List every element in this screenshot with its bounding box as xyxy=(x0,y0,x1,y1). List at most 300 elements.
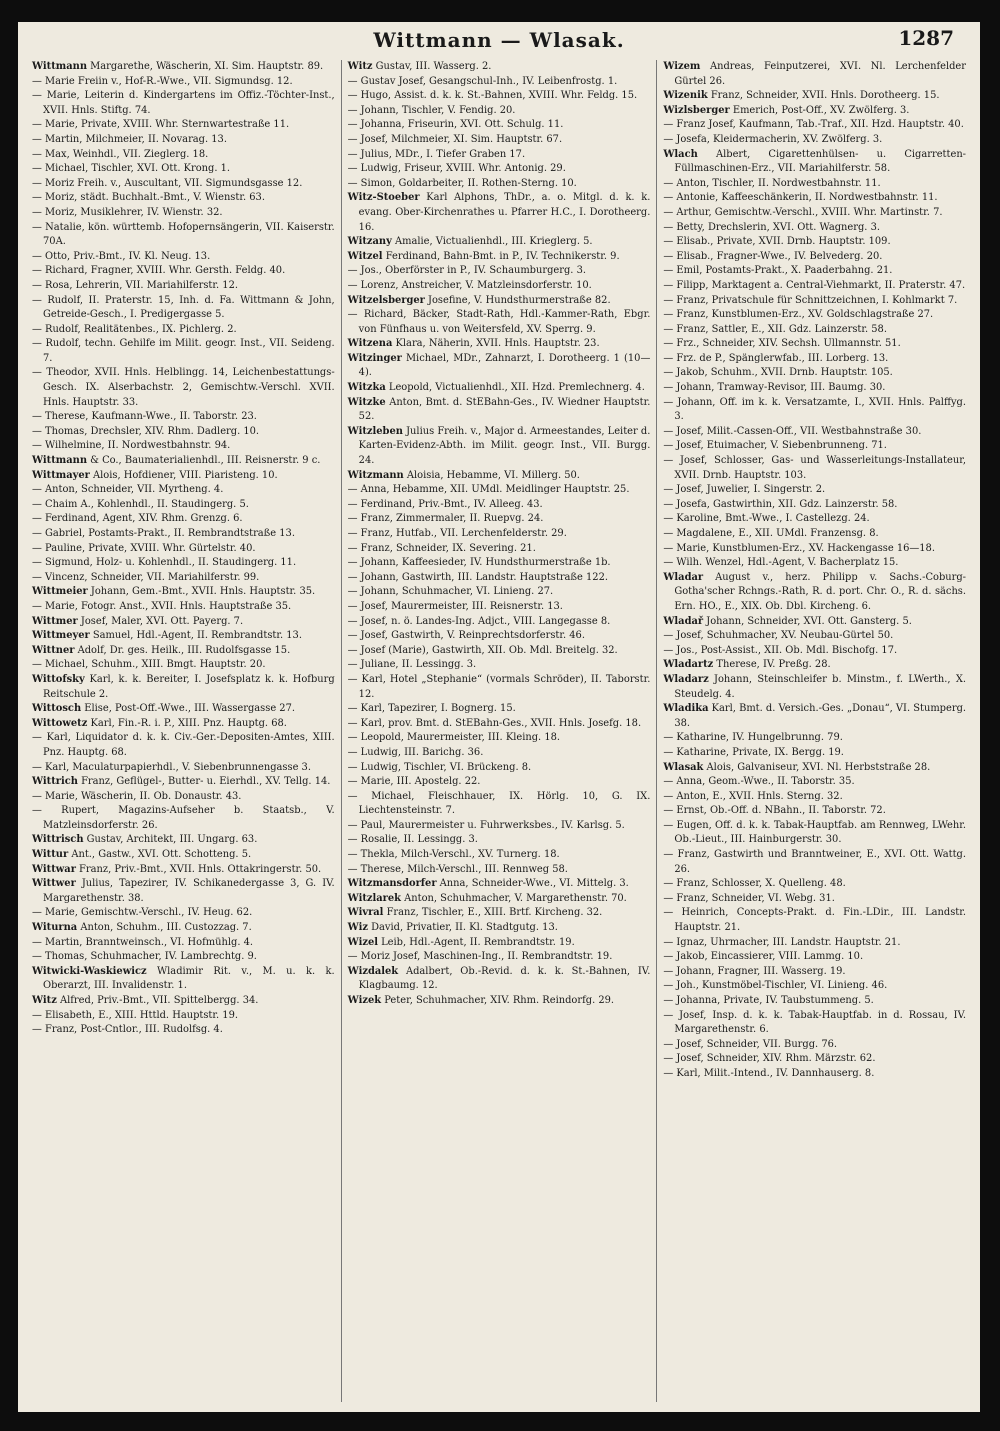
directory-entry xyxy=(32,89,335,118)
entry-text: Adolf, Dr. ges. Heilk., III. Rudolfsgasse 15. xyxy=(77,644,291,656)
entry-text: — Marie Freiin v., Hof-R.-Wwe., VII. Sigmundsg. 12. xyxy=(32,75,293,87)
directory-entry xyxy=(348,498,651,513)
directory-entry xyxy=(348,571,651,586)
entry-text: — Franz, Zimmermaler, II. Ruepvg. 24. xyxy=(347,513,544,525)
directory-entry xyxy=(663,89,966,104)
entry-text: Julius Freih. v., Major d. Armeestandes, Leiter d. Karten-Evidenz-Abth. im Milit. geogr. Inst., VII. Burgg. 24. xyxy=(358,425,651,467)
entry-text: — Moriz, Musiklehrer, IV. Wienstr. 32. xyxy=(32,206,223,218)
directory-entry xyxy=(348,352,651,381)
entry-surname: Witzel xyxy=(347,250,383,262)
entry-text: — Theodor, XVII. Hnls. Helblingg. 14, Leichenbestattungs-Gesch. IX. Alserbachstr. 2, Gemischtw.-Verschl. XVII. Hnls. Hauptstr. 33. xyxy=(32,367,335,408)
entry-text: — Marie, Wäscherin, II. Ob. Donaustr. 43. xyxy=(32,790,242,802)
entry-text: — Moriz Freih. v., Auscultant, VII. Sigmundsgasse 12. xyxy=(32,177,303,189)
entry-text: — Julius, MDr., I. Tiefer Graben 17. xyxy=(347,148,526,160)
entry-text: — Franz, Schlosser, X. Quelleng. 48. xyxy=(663,878,846,890)
page-title: Wittmann — Wlasak. xyxy=(373,28,625,52)
directory-entry xyxy=(348,775,651,790)
directory-entry xyxy=(32,717,335,732)
entry-text: Ferdinand, Bahn-Bmt. in P., IV. Technikerstr. 9. xyxy=(385,250,620,262)
directory-entry xyxy=(32,542,335,557)
directory-entry xyxy=(663,848,966,877)
directory-entry xyxy=(663,104,966,119)
entry-surname: Witzka xyxy=(347,382,386,394)
entry-text: — Josef, Schneider, VII. Burgg. 76. xyxy=(663,1038,838,1050)
entry-surname: Witzke xyxy=(347,396,386,408)
entry-text: — Karl, Liquidator d. k. k. Civ.-Ger.-Depositen-Amtes, XIII. Pnz. Hauptg. 68. xyxy=(32,732,335,758)
directory-entry xyxy=(32,250,335,265)
directory-entry xyxy=(32,731,335,760)
entry-surname: Wittosch xyxy=(32,703,82,715)
directory-entry xyxy=(663,483,966,498)
entry-surname: Witzany xyxy=(347,236,392,248)
directory-entry xyxy=(348,483,651,498)
entry-text: — Ferdinand, Agent, XIV. Rhm. Grenzg. 6. xyxy=(32,513,243,525)
entry-text: Leib, Hdl.-Agent, II. Rembrandtstr. 19. xyxy=(381,936,575,948)
entry-text: — Lorenz, Anstreicher, V. Matzleinsdorferstr. 10. xyxy=(347,279,592,291)
entry-text: Alois, Galvaniseur, XVI. Nl. Herbststraße 28. xyxy=(706,761,931,773)
directory-entry xyxy=(663,221,966,236)
directory-entry xyxy=(32,585,335,600)
directory-entry xyxy=(32,936,335,951)
entry-text: Ant., Gastw., XVI. Ott. Schotteng. 5. xyxy=(71,849,252,861)
entry-text: — Marie, III. Apostelg. 22. xyxy=(347,776,481,788)
entry-text: — Anton, E., XVII. Hnls. Sterng. 32. xyxy=(663,790,843,802)
directory-entry xyxy=(663,279,966,294)
entry-text: — Eugen, Off. d. k. k. Tabak-Hauptfab. am Rennweg, LWehr. Ob.-Lieut., III. Hainburgerstr. 30. xyxy=(663,819,967,846)
entry-text: — Hugo, Assist. d. k. k. St.-Bahnen, XVIII. Whr. Feldg. 15. xyxy=(347,90,638,102)
entry-text: Johann, Schneider, XVI. Ott. Gansterg. 5. xyxy=(706,615,912,627)
column-right xyxy=(657,60,972,1402)
entry-surname: Wladika xyxy=(663,703,709,715)
directory-entry xyxy=(663,936,966,951)
directory-entry xyxy=(348,75,651,90)
entry-text: — Therese, Kaufmann-Wwe., II. Taborstr. 23. xyxy=(32,411,257,423)
directory-entry xyxy=(348,892,651,907)
entry-text: — Rosalie, II. Lessingg. 3. xyxy=(347,834,478,846)
directory-entry xyxy=(663,337,966,352)
entry-text: — Franz, Schneider, VI. Webg. 31. xyxy=(663,892,835,904)
entry-text: Andreas, Feinputzerei, XVI. Nl. Lerchenfelder Gürtel 26. xyxy=(674,61,967,87)
directory-entry xyxy=(663,571,966,615)
entry-surname: Wittmer xyxy=(32,615,78,627)
entry-text: Alois, Hofdiener, VIII. Piaristeng. 10. xyxy=(93,469,278,481)
entry-text: — Josef, Milit.-Cassen-Off., VII. Westbahnstraße 30. xyxy=(663,425,922,437)
entry-surname: Wladař xyxy=(663,615,704,627)
directory-entry xyxy=(663,731,966,746)
directory-entry xyxy=(348,965,651,994)
entry-surname: Witwicki-Waskiewicz xyxy=(32,965,147,977)
directory-entry xyxy=(32,556,335,571)
entry-text: — Sigmund, Holz- u. Kohlenhdl., II. Staudingerg. 11. xyxy=(32,557,297,569)
entry-surname: Wittmann xyxy=(32,455,87,467)
entry-text: — Franz, Hutfab., VII. Lerchenfelderstr. 29. xyxy=(347,528,567,539)
directory-entry xyxy=(663,1009,966,1038)
entry-text: — Richard, Bäcker, Stadt-Rath, Hdl.-Kammer-Rath, Ebgr. von Fünfhaus u. von Weitersfeld, XV. Sperrg. 9. xyxy=(347,309,651,335)
entry-text: — Josefa, Gastwirthin, XII. Gdz. Lainzerstr. 58. xyxy=(663,498,898,510)
entry-surname: Witzelsberger xyxy=(347,294,425,306)
entry-text: — Ferdinand, Priv.-Bmt., IV. Alleeg. 43. xyxy=(347,498,543,510)
directory-entry xyxy=(348,308,651,337)
entry-text: — Josef, n. ö. Landes-Ing. Adjct., VIII. Langegasse 8. xyxy=(347,615,611,627)
directory-entry xyxy=(348,936,651,951)
directory-entry xyxy=(663,323,966,338)
directory-entry xyxy=(663,60,966,89)
entry-text: — Karoline, Bmt.-Wwe., I. Castellezg. 24. xyxy=(663,513,870,525)
entry-surname: Wittmeier xyxy=(32,586,88,598)
directory-entry xyxy=(348,877,651,892)
directory-entry xyxy=(348,615,651,630)
page-number: 1287 xyxy=(898,26,954,50)
entry-text: — Joh., Kunstmöbel-Tischler, VI. Linieng. 46. xyxy=(663,980,888,992)
directory-entry xyxy=(348,104,651,119)
directory-entry xyxy=(32,833,335,848)
entry-text: — Rosa, Lehrerin, VII. Mariahilferstr. 12. xyxy=(32,279,238,291)
directory-entry xyxy=(348,731,651,746)
entry-text: Franz, Geflügel-, Butter- u. Eierhdl., XV. Tellg. 14. xyxy=(81,776,331,788)
entry-text: — Anna, Hebamme, XII. UMdl. Meidlinger Hauptstr. 25. xyxy=(347,484,630,496)
entry-surname: Wivral xyxy=(347,907,384,919)
directory-entry xyxy=(348,89,651,104)
directory-entry xyxy=(663,1067,966,1082)
entry-text: — Marie, Gemischtw.-Verschl., IV. Heug. 62. xyxy=(32,907,253,919)
directory-entry xyxy=(32,498,335,513)
directory-entry xyxy=(663,454,966,483)
entry-text: — Chaim A., Kohlenhdl., II. Staudingerg. 5. xyxy=(32,498,249,510)
entry-text: — Johanna, Private, IV. Taubstummeng. 5. xyxy=(663,995,874,1006)
entry-surname: Wittrich xyxy=(32,776,78,788)
directory-entry xyxy=(348,833,651,848)
directory-entry xyxy=(663,702,966,731)
entry-text: — Ludwig, Friseur, XVIII. Whr. Antonig. 29. xyxy=(347,163,566,175)
directory-entry xyxy=(32,425,335,440)
entry-text: — Jos., Oberförster in P., IV. Schaumburgerg. 3. xyxy=(347,265,586,277)
entry-text: Adalbert, Ob.-Revid. d. k. k. St.-Bahnen, IV. Klagbaumg. 12. xyxy=(358,965,651,992)
directory-entry xyxy=(32,206,335,221)
directory-entry xyxy=(32,279,335,294)
directory-entry xyxy=(663,512,966,527)
entry-text: Leopold, Victualienhdl., XII. Hzd. Premlechnerg. 4. xyxy=(388,382,645,394)
entry-text: Julius, Tapezirer, IV. Schikanedergasse 3, G. IV. Margarethenstr. 38. xyxy=(43,878,335,904)
entry-text: — Karl, Hotel „Stephanie“ (vormals Schröder), II. Taborstr. 12. xyxy=(347,673,651,700)
directory-entry xyxy=(348,60,651,75)
entry-text: Karl Alphons, ThDr., a. o. Mitgl. d. k. k. evang. Ober-Kirchenrathes u. Pfarrer H.C., I. Dorotheerg. 16. xyxy=(358,192,651,233)
entry-text: — Franz, Kunstblumen-Erz., XV. Goldschlagstraße 27. xyxy=(663,309,934,321)
directory-entry xyxy=(32,162,335,177)
entry-text: — Franz, Post-Cntlor., III. Rudolfsg. 4. xyxy=(32,1024,223,1036)
directory-entry xyxy=(663,906,966,935)
entry-surname: Wittrisch xyxy=(32,834,84,846)
directory-entry xyxy=(348,994,651,1009)
directory-entry xyxy=(32,571,335,586)
entry-surname: Witzmansdorfer xyxy=(347,878,437,890)
entry-text: — Otto, Priv.-Bmt., IV. Kl. Neug. 13. xyxy=(32,250,211,262)
entry-text: — Rudolf, Realitätenbes., IX. Pichlerg. 2. xyxy=(32,323,237,335)
directory-entry xyxy=(663,148,966,177)
entry-text: — Karl, Milit.-Intend., IV. Dannhauserg. 8. xyxy=(663,1067,875,1079)
entry-text: — Johann, Off. im k. k. Versatzamte, I., XVII. Hnls. Palffyg. 3. xyxy=(663,396,967,423)
directory-entry xyxy=(348,819,651,834)
directory-entry xyxy=(663,177,966,192)
entry-surname: Witz xyxy=(32,995,57,1006)
entry-text: Anna, Schneider-Wwe., VI. Mittelg. 3. xyxy=(439,878,629,890)
entry-surname: Wlasak xyxy=(663,761,704,773)
entry-text: — Betty, Drechslerin, XVI. Ott. Wagnerg. 3. xyxy=(663,221,880,233)
entry-text: — Simon, Goldarbeiter, II. Rothen-Sterng. 10. xyxy=(347,177,577,189)
entry-text: — Josefa, Kleidermacherin, XV. Zwölferg. 3. xyxy=(663,133,883,145)
directory-entry xyxy=(32,804,335,833)
entry-text: — Franz Josef, Kaufmann, Tab.-Traf., XII. Hzd. Hauptstr. 40. xyxy=(663,119,964,131)
page-header xyxy=(18,22,980,56)
directory-entry xyxy=(663,294,966,309)
directory-entry xyxy=(348,863,651,878)
entry-text: — Jakob, Eincassierer, VIII. Lammg. 10. xyxy=(663,951,864,963)
directory-entry xyxy=(32,148,335,163)
directory-entry xyxy=(32,921,335,936)
entry-text: Aloisia, Hebamme, VI. Millerg. 50. xyxy=(406,469,580,481)
entry-text: Elise, Post-Off.-Wwe., III. Wassergasse 27. xyxy=(84,703,296,715)
directory-entry xyxy=(32,191,335,206)
directory-entry xyxy=(348,279,651,294)
directory-entry xyxy=(663,790,966,805)
column-left xyxy=(26,60,342,1402)
directory-entry xyxy=(663,425,966,440)
entry-text: — Anton, Tischler, II. Nordwestbahnstr. 11. xyxy=(663,177,881,189)
directory-entry xyxy=(32,133,335,148)
directory-entry xyxy=(32,483,335,498)
directory-entry xyxy=(348,425,651,469)
entry-text: — Josef, Gastwirth, V. Reinprechtsdorferstr. 46. xyxy=(347,630,585,642)
directory-entry xyxy=(663,804,966,819)
entry-text: Amalie, Victualienhdl., III. Krieglerg. 5. xyxy=(394,236,593,248)
directory-entry xyxy=(32,761,335,776)
entry-text: — Rudolf, techn. Gehilfe im Milit. geogr. Inst., VII. Seideng. 7. xyxy=(32,338,335,364)
entry-text: — Johanna, Friseurin, XVI. Ott. Schulg. 11. xyxy=(347,119,564,131)
entry-surname: Wizenik xyxy=(663,90,708,102)
entry-text: Alfred, Priv.-Bmt., VII. Spittelbergg. 34. xyxy=(59,995,259,1006)
directory-entry xyxy=(348,294,651,309)
entry-surname: Wizel xyxy=(347,936,378,948)
entry-text: — Wilhelmine, II. Nordwestbahnstr. 94. xyxy=(32,440,231,452)
directory-entry xyxy=(32,410,335,425)
entry-text: — Max, Weinhdl., VII. Zieglerg. 18. xyxy=(32,148,209,160)
directory-entry xyxy=(32,629,335,644)
entry-text: — Juliane, II. Lessingg. 3. xyxy=(347,659,477,671)
directory-entry xyxy=(348,585,651,600)
directory-entry xyxy=(32,848,335,863)
entry-surname: Wittmann xyxy=(32,61,87,72)
directory-entry xyxy=(663,133,966,148)
entry-text: — Josef, Juwelier, I. Singerstr. 2. xyxy=(663,484,826,496)
entry-text: Karl, k. k. Bereiter, I. Josefsplatz k. k. Hofburg Reitschule 2. xyxy=(43,673,335,700)
entry-surname: Witzmann xyxy=(347,469,404,481)
entry-text: — Heinrich, Concepts-Prakt. d. Fin.-LDir., III. Landstr. Hauptstr. 21. xyxy=(663,907,967,934)
entry-text: — Elisab., Private, XVII. Drnb. Hauptstr. 109. xyxy=(663,236,891,248)
entry-text: Karl, Bmt. d. Versich.-Ges. „Donau“, VI. Stumperg. 38. xyxy=(674,703,967,729)
directory-entry xyxy=(348,148,651,163)
entry-text: — Emil, Postamts-Prakt., X. Paaderbahng. 21. xyxy=(663,265,893,277)
entry-text: — Michael, Schuhm., XIII. Bmgt. Hauptstr. 20. xyxy=(32,659,266,671)
entry-text: — Magdalene, E., XII. UMdl. Franzensg. 8. xyxy=(663,528,879,539)
entry-text: — Franz, Privatschule für Schnittzeichnen, I. Kohlmarkt 7. xyxy=(663,294,958,306)
entry-surname: Wittofsky xyxy=(32,673,85,685)
directory-entry xyxy=(663,892,966,907)
directory-entry xyxy=(663,439,966,454)
entry-text: Josefine, V. Hundsthurmerstraße 82. xyxy=(428,294,611,306)
directory-entry xyxy=(348,177,651,192)
directory-entry xyxy=(348,527,651,542)
entry-text: — Josef, Schuhmacher, XV. Neubau-Gürtel 50. xyxy=(663,630,894,642)
entry-text: Franz, Priv.-Bmt., XVII. Hnls. Ottakringerstr. 50. xyxy=(79,863,322,875)
entry-surname: Witzena xyxy=(347,338,393,350)
entry-text: — Jakob, Schuhm., XVII. Drnb. Hauptstr. 105. xyxy=(663,367,893,379)
entry-text: Michael, MDr., Zahnarzt, I. Dorotheerg. 1 (10—4). xyxy=(358,352,651,379)
directory-entry xyxy=(32,1009,335,1024)
directory-entry xyxy=(663,366,966,381)
entry-text: Anton, Schuhmacher, V. Margarethenstr. 70. xyxy=(404,892,627,904)
directory-entry xyxy=(663,396,966,425)
entry-text: — Johann, Tramway-Revisor, III. Baumg. 30. xyxy=(663,382,886,394)
directory-entry xyxy=(32,644,335,659)
directory-entry xyxy=(663,761,966,776)
entry-text: — Marie, Leiterin d. Kindergartens im Offiz.-Töchter-Inst., XVII. Hnls. Stiftg. 74. xyxy=(32,90,335,116)
entry-text: Josef, Maler, XVI. Ott. Payerg. 7. xyxy=(80,615,244,627)
directory-entry xyxy=(32,454,335,469)
entry-text: — Paul, Maurermeister u. Fuhrwerksbes., IV. Karlsg. 5. xyxy=(347,819,625,831)
directory-entry xyxy=(348,191,651,235)
entry-surname: Wittwar xyxy=(32,863,76,875)
entry-surname: Wittmayer xyxy=(32,469,90,481)
entry-text: — Jos., Post-Assist., XII. Ob. Mdl. Bischofg. 17. xyxy=(663,644,898,656)
entry-text: — Johann, Tischler, V. Fendig. 20. xyxy=(347,104,516,116)
entry-surname: Wittmeyer xyxy=(32,630,90,642)
entry-text: — Rudolf, II. Praterstr. 15, Inh. d. Fa. Wittmann & John, Getreide-Gesch., I. Predigergasse 5. xyxy=(32,294,335,321)
entry-text: — Thekla, Milch-Verschl., XV. Turnerg. 18. xyxy=(347,849,560,861)
directory-entry xyxy=(32,512,335,527)
directory-entry xyxy=(32,702,335,717)
directory-entry xyxy=(663,381,966,396)
entry-surname: Wiz xyxy=(347,922,368,934)
entry-text: — Frz. de P., Spänglerwfab., III. Lorberg. 13. xyxy=(663,352,889,364)
directory-entry xyxy=(32,118,335,133)
entry-surname: Witzlarek xyxy=(347,892,401,904)
entry-surname: Wladarz xyxy=(663,673,709,685)
directory-entry xyxy=(663,556,966,571)
directory-entry xyxy=(348,848,651,863)
directory-entry xyxy=(348,542,651,557)
entry-text: — Richard, Fragner, XVIII. Whr. Gersth. Feldg. 40. xyxy=(32,265,286,277)
directory-entry xyxy=(32,75,335,90)
entry-text: — Ludwig, III. Barichg. 36. xyxy=(347,746,484,758)
directory-entry xyxy=(663,629,966,644)
entry-text: Samuel, Hdl.-Agent, II. Rembrandtstr. 13. xyxy=(92,630,302,642)
entry-surname: Wlach xyxy=(663,148,698,160)
entry-text: — Josef, Schlosser, Gas- und Wasserleitungs-Installateur, XVII. Drnb. Hauptstr. 103. xyxy=(663,455,967,481)
directory-entry xyxy=(32,177,335,192)
directory-entry xyxy=(32,366,335,410)
entry-text: — Ernst, Ob.-Off. d. NBahn., II. Taborstr. 72. xyxy=(663,805,886,817)
entry-surname: Wizek xyxy=(347,995,382,1006)
directory-entry xyxy=(663,1038,966,1053)
entry-surname: Wittwer xyxy=(32,878,76,890)
entry-text: — Filipp, Marktagent a. Central-Viehmarkt, II. Praterstr. 47. xyxy=(663,279,966,291)
entry-text: Therese, IV. Preßg. 28. xyxy=(716,659,831,671)
directory-entry xyxy=(663,308,966,323)
directory-entry xyxy=(663,673,966,702)
entry-text: — Marie, Private, XVIII. Whr. Sternwartestraße 11. xyxy=(32,119,290,131)
directory-entry xyxy=(348,906,651,921)
directory-entry xyxy=(663,498,966,513)
entry-text: — Johann, Kaffeesieder, IV. Hundsthurmerstraße 1b. xyxy=(347,557,611,569)
directory-entry xyxy=(663,206,966,221)
entry-text: David, Privatier, II. Kl. Stadtgutg. 13. xyxy=(371,922,558,934)
directory-entry xyxy=(32,1023,335,1038)
directory-entry xyxy=(32,615,335,630)
entry-surname: Wittowetz xyxy=(32,717,88,729)
entry-surname: Wittner xyxy=(32,644,75,656)
entry-surname: Wizlsberger xyxy=(663,104,730,116)
entry-text: — Josef, Etuimacher, V. Siebenbrunneng. 71. xyxy=(663,440,887,452)
entry-text: Johann, Steinschleifer b. Minstm., f. LWerth., X. Steudelg. 4. xyxy=(674,673,967,700)
entry-surname: Witzinger xyxy=(347,352,402,364)
entry-text: — Elisab., Fragner-Wwe., IV. Belvederg. 20. xyxy=(663,250,883,262)
entry-text: — Karl, Maculaturpapierhdl., V. Siebenbrunnengasse 3. xyxy=(32,761,311,773)
entry-text: — Katharine, Private, IX. Bergg. 19. xyxy=(663,746,844,758)
entry-text: — Martin, Branntweinsch., VI. Hofmühlg. 4. xyxy=(32,936,254,948)
directory-entry xyxy=(348,556,651,571)
entry-text: — Elisabeth, E., XIII. Httld. Hauptstr. 19. xyxy=(32,1009,239,1021)
directory-entry xyxy=(32,863,335,878)
directory-entry xyxy=(348,118,651,133)
directory-entry xyxy=(663,644,966,659)
directory-entry xyxy=(348,264,651,279)
entry-surname: Witz-Stoeber xyxy=(347,192,420,204)
entry-text: — Ludwig, Tischler, VI. Brückeng. 8. xyxy=(347,761,532,773)
entry-text: — Pauline, Private, XVIII. Whr. Gürtelstr. 40. xyxy=(32,542,256,554)
entry-text: — Wilh. Wenzel, Hdl.-Agent, V. Bacherplatz 15. xyxy=(663,557,899,569)
entry-text: Albert, Cigarettenhülsen- u. Cigarretten-Füllmaschinen-Erz., VII. Mariahilferstr. 58. xyxy=(674,148,967,175)
entry-text: — Rupert, Magazins-Aufseher b. Staatsb., V. Matzleinsdorferstr. 26. xyxy=(32,805,335,831)
entry-text: — Marie, Kunstblumen-Erz., XV. Hackengasse 16—18. xyxy=(663,542,935,554)
directory-entry xyxy=(663,250,966,265)
entry-surname: Witzleben xyxy=(347,425,403,437)
entry-text: Franz, Schneider, XVII. Hnls. Dorotheerg. 15. xyxy=(710,90,940,102)
directory-entry xyxy=(348,746,651,761)
entry-text: Margarethe, Wäscherin, XI. Sim. Hauptstr. 89. xyxy=(90,61,324,72)
entry-text: — Vincenz, Schneider, VII. Mariahilferstr. 99. xyxy=(32,571,260,583)
directory-entry xyxy=(32,60,335,75)
entry-surname: Wizdalek xyxy=(347,965,399,977)
entry-text: — Marie, Fotogr. Anst., XVII. Hnls. Hauptstraße 35. xyxy=(32,600,292,612)
entry-surname: Wittur xyxy=(32,849,69,861)
entry-text: Karl, Fin.-R. i. P., XIII. Pnz. Hauptg. 68. xyxy=(90,717,287,729)
directory-entry xyxy=(348,469,651,484)
entry-text: Franz, Tischler, E., XIII. Brtf. Kircheng. 32. xyxy=(386,907,603,919)
entry-text: — Michael, Fleischhauer, IX. Hörlg. 10, G. IX. Liechtensteinstr. 7. xyxy=(347,790,651,817)
directory-entry xyxy=(348,950,651,965)
column-middle xyxy=(342,60,658,1402)
directory-entry xyxy=(32,323,335,338)
directory-entry xyxy=(32,337,335,366)
directory-entry xyxy=(348,673,651,702)
entry-text: — Therese, Milch-Verschl., III. Rennweg 58. xyxy=(347,863,568,875)
directory-entry xyxy=(348,512,651,527)
entry-surname: Wladar xyxy=(663,571,704,583)
entry-surname: Witz xyxy=(347,61,373,72)
entry-text: — Gabriel, Postamts-Prakt., II. Rembrandtstraße 13. xyxy=(32,528,295,539)
directory-entry xyxy=(32,906,335,921)
directory-entry xyxy=(663,775,966,790)
entry-text: — Thomas, Drechsler, XIV. Rhm. Dadlerg. 10. xyxy=(32,425,260,437)
